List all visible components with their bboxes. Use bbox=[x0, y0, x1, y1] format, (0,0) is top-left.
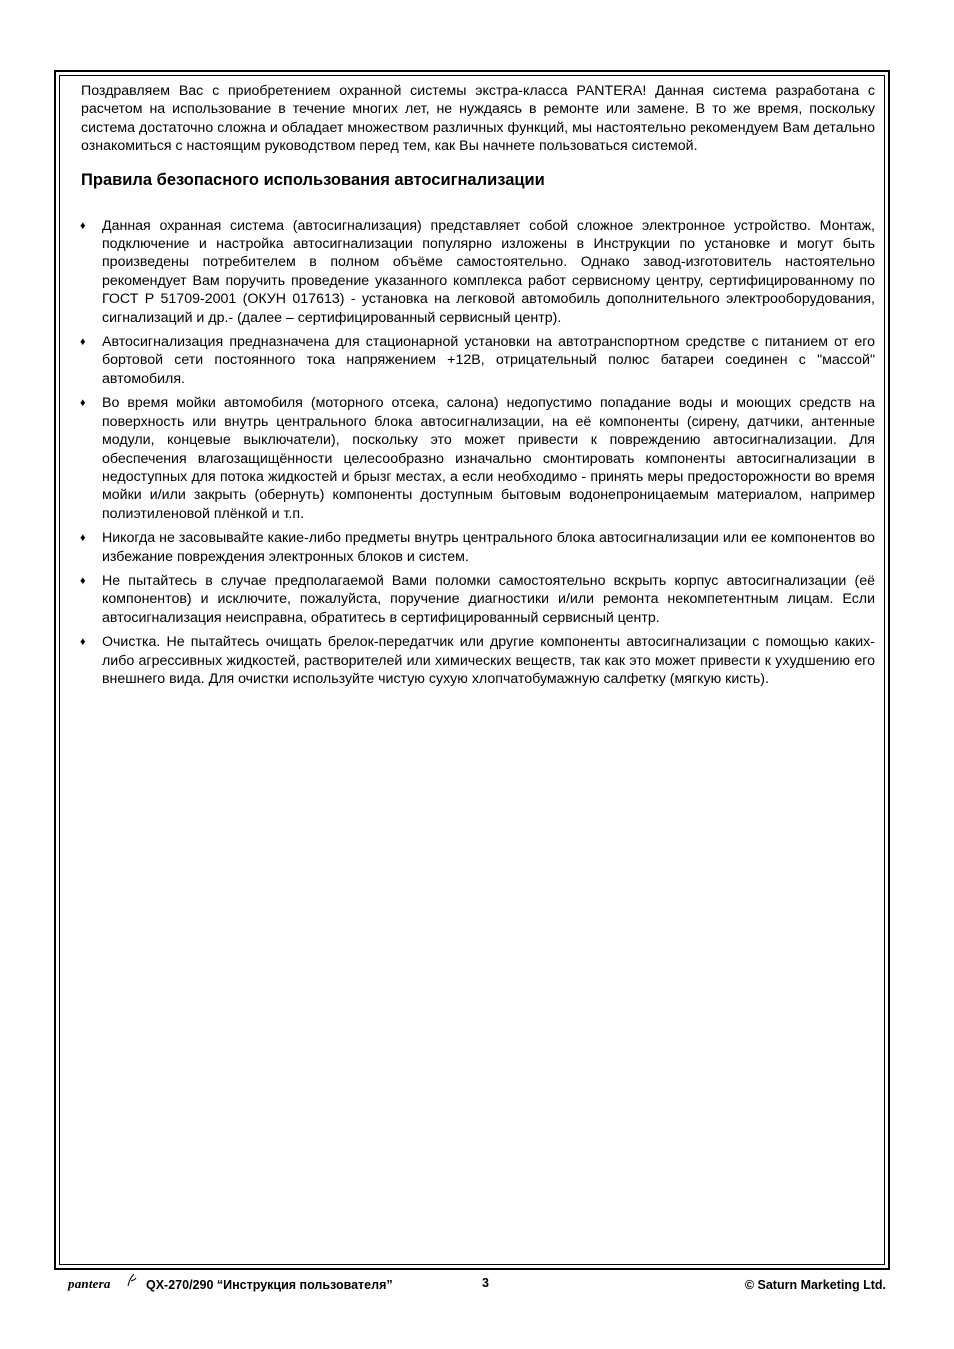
diamond-bullet-icon: ♦ bbox=[80, 336, 86, 349]
diamond-bullet-icon: ♦ bbox=[80, 574, 86, 587]
intro-paragraph: Поздравляем Вас с приобретением охранной системы экстра-класса PANTERA! Данная система разработана с расчетом на использование в течение многих лет, не нуждаясь в ремонте или замене. В то же время, поскольку система достаточно сложна и обладает множеством различных функций, мы настоятельно рекомендуем Вам детально ознакомиться с настоящим руководством перед тем, как Вы начнете пользоваться системой. bbox=[81, 83, 875, 155]
list-item-text: Данная охранная система (автосигнализация) представляет собой сложное электронное устройство. Монтаж, подключение и настройка автосигнализации популярно изложены в Инструкции по установке и могут быть произведены потребителем в полном объёме самостоятельно. Однако завод-изготовитель настоятельно рекомендует Вам поручить проведение указанного комплекса работ сервисному центру, сертифицированному по ГОСТ Р 51709-2001 (ОКУН 017613) - установка на легковой автомобиль дополнительного электрооборудования, сигнализаций и др.- (далее – сертифицированный сервисный центр). bbox=[102, 217, 875, 326]
page-number: 3 bbox=[482, 1276, 489, 1290]
list-item bbox=[81, 633, 875, 688]
copyright-notice: © Saturn Marketing Ltd. bbox=[744, 1278, 886, 1292]
diamond-bullet-icon: ♦ bbox=[80, 636, 86, 649]
section-title: Правила безопасного использования автосигнализации bbox=[81, 170, 545, 189]
list-item bbox=[81, 217, 875, 327]
safety-rules-list bbox=[81, 217, 875, 689]
page-footer bbox=[66, 1274, 888, 1298]
diamond-bullet-icon: ♦ bbox=[80, 397, 86, 410]
list-item bbox=[81, 572, 875, 627]
list-item bbox=[81, 333, 875, 388]
list-item-text: Автосигнализация предназначена для стационарной установки на автотранспортном средстве с питанием от его бортовой сети постоянного тока напряжением +12В, отрицательный полюс батареи соединен с "массой" автомобиля. bbox=[102, 334, 875, 387]
diamond-bullet-icon: ♦ bbox=[80, 532, 86, 545]
document-title: QX-270/290 “Инструкция пользователя” bbox=[146, 1278, 393, 1292]
list-item-text: Во время мойки автомобиля (моторного отсека, салона) недопустимо попадание воды и моющих средств на поверхность или внутрь центрального блока автосигнализации, на её компоненты (сирену, датчики, антенные модули, концевые выключатели), поскольку это может привести к повреждению автосигнализации. Для обеспечения влагозащищённости целесообразно изначально смонтировать компоненты автосигнализации в недоступных для потока жидкостей и брызг местах, а если необходимо - принять меры предосторожности во время мойки и/или закрыть (обернуть) компоненты доступным бытовым водонепроницаемым материалом, например полиэтиленовой плёнкой и т.п. bbox=[102, 395, 875, 522]
panther-logo-icon bbox=[126, 1272, 138, 1288]
list-item bbox=[81, 394, 875, 523]
page-content bbox=[81, 82, 875, 694]
pantera-logo: pantera bbox=[68, 1276, 111, 1291]
list-item-text: Не пытайтесь в случае предполагаемой Вами поломки самостоятельно вскрыть корпус автосигнализации (её компонентов) и исключите, пожалуйста, поручение диагностики и/или ремонта некомпетентным лицам. Если автосигнализация неисправна, обратитесь в сертифицированный сервисный центр. bbox=[102, 572, 875, 626]
diamond-bullet-icon: ♦ bbox=[80, 219, 86, 232]
list-item-text: Никогда не засовывайте какие-либо предметы внутрь центрального блока автосигнализации или ее компонентов во избежание повреждения электронных блоков и систем. bbox=[102, 530, 875, 565]
list-item bbox=[81, 529, 875, 566]
list-item-text: Очистка. Не пытайтесь очищать брелок-передатчик или другие компоненты автосигнализации с помощью каких-либо агрессивных жидкостей, растворителей или химических веществ, так как это может привести к ухудшению его внешнего вида. Для очистки используйте чистую сухую хлопчатобумажную салфетку (мягкую кисть). bbox=[102, 634, 875, 687]
